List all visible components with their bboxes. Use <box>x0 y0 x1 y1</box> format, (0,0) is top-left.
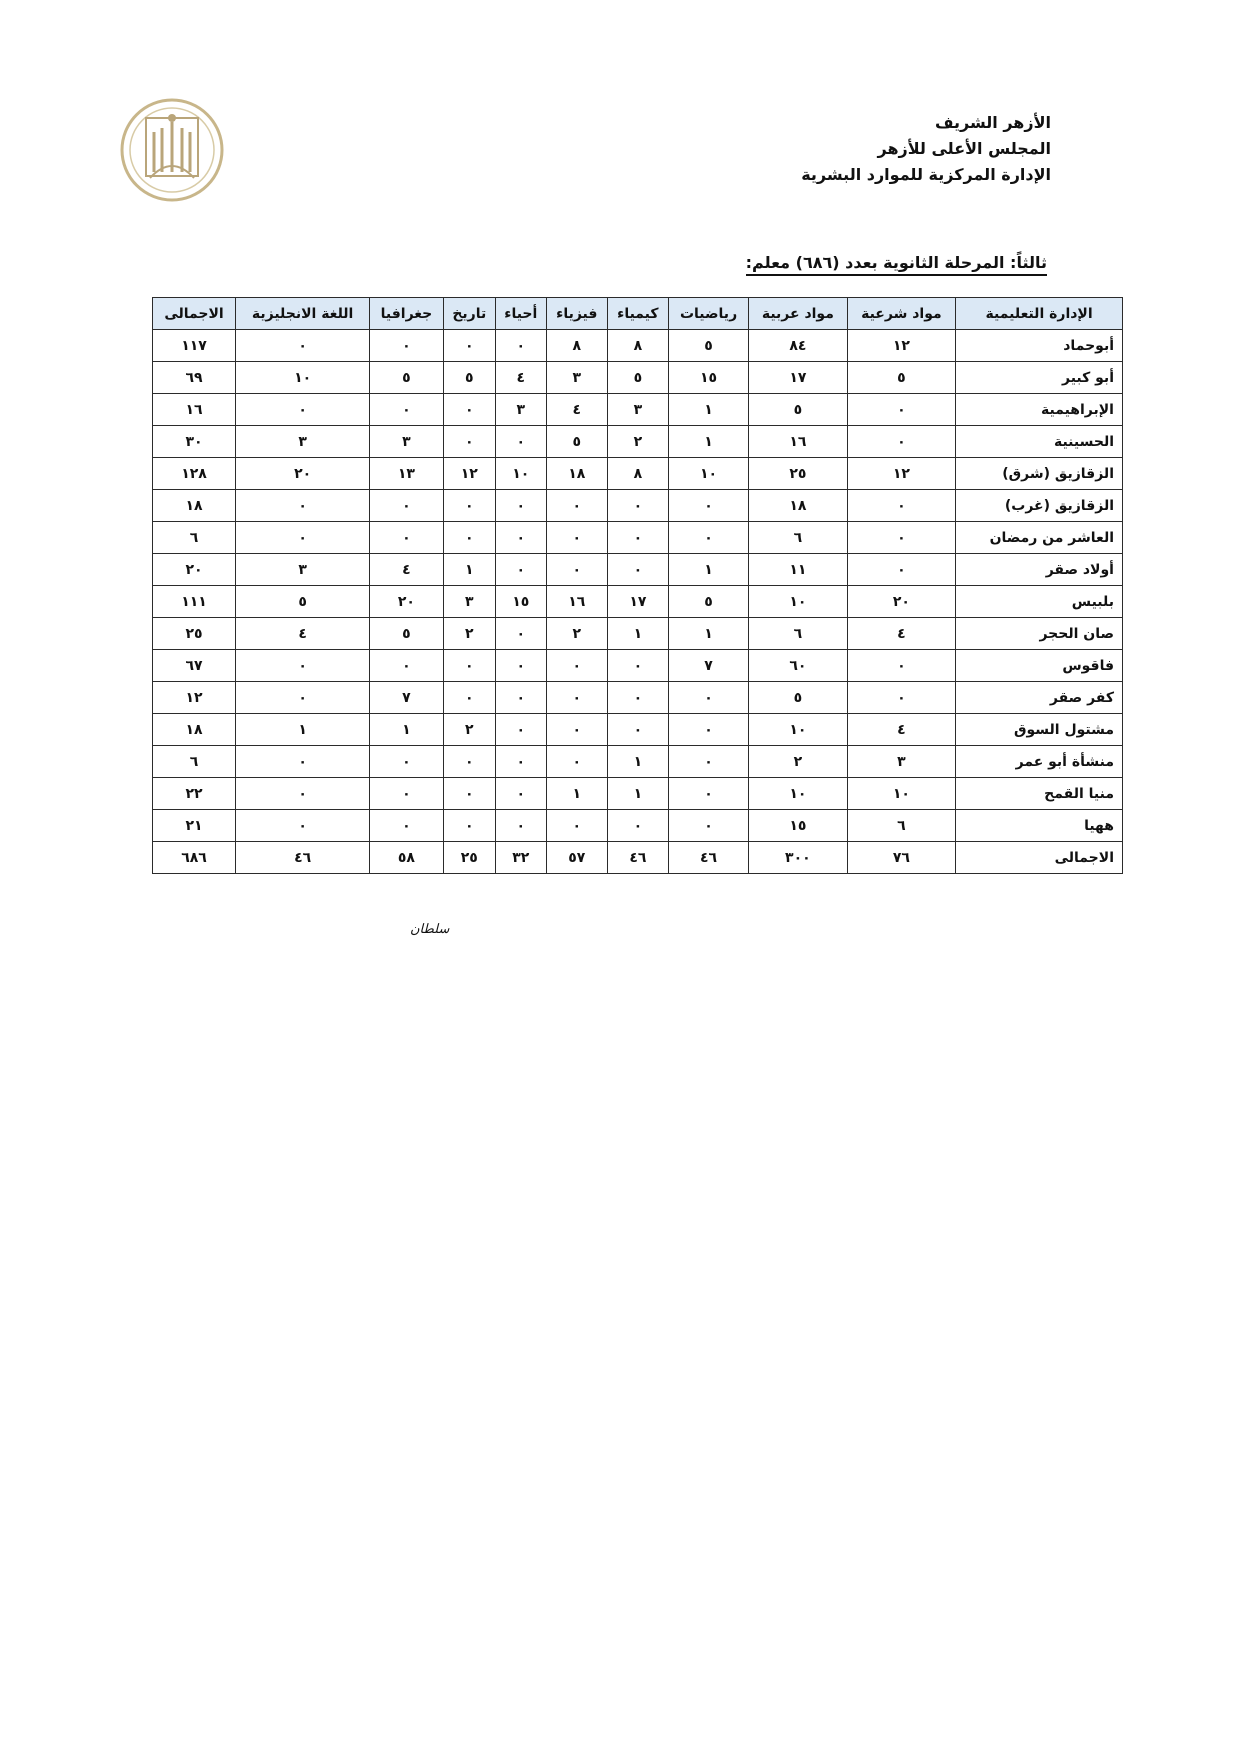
table-cell: ١ <box>546 778 607 810</box>
row-label-cell: منيا القمح <box>956 778 1123 810</box>
column-header: جغرافيا <box>370 298 444 330</box>
total-row <box>153 842 1123 874</box>
row-label-cell: أولاد صقر <box>956 554 1123 586</box>
table-cell: ٦٠ <box>749 650 847 682</box>
total-cell: ٢٥ <box>443 842 495 874</box>
table-cell: ١ <box>236 714 370 746</box>
table-cell: ١٨ <box>153 490 236 522</box>
al-azhar-seal-icon <box>116 88 228 216</box>
header-line-1: الأزهر الشريف <box>934 113 1051 132</box>
table-cell: ١٢ <box>443 458 495 490</box>
column-header: رياضيات <box>668 298 748 330</box>
table-cell: ٥ <box>607 362 668 394</box>
table-cell: ٠ <box>668 810 748 842</box>
table-cell: ٠ <box>607 810 668 842</box>
table-cell: ٠ <box>236 490 370 522</box>
table-cell: ١ <box>443 554 495 586</box>
table-cell: ٠ <box>236 394 370 426</box>
table-cell: ١٠ <box>668 458 748 490</box>
table-row <box>153 458 1123 490</box>
table-cell: ٠ <box>495 810 546 842</box>
table-row <box>153 330 1123 362</box>
table-cell: ٢ <box>749 746 847 778</box>
table-row <box>153 426 1123 458</box>
table-cell: ٠ <box>847 394 956 426</box>
table-cell: ١٥ <box>668 362 748 394</box>
table-cell: ٠ <box>236 682 370 714</box>
row-label-cell: العاشر من رمضان <box>956 522 1123 554</box>
table-cell: ٥ <box>370 618 444 650</box>
row-label-cell: كفر صقر <box>956 682 1123 714</box>
table-cell: ٣ <box>546 362 607 394</box>
table-cell: ٠ <box>370 330 444 362</box>
table-row <box>153 778 1123 810</box>
column-header: كيمياء <box>607 298 668 330</box>
table-cell: ٠ <box>668 714 748 746</box>
table-cell: ١١١ <box>153 586 236 618</box>
table-cell: ٢ <box>443 618 495 650</box>
table-cell: ٠ <box>607 554 668 586</box>
table-cell: ٦٩ <box>153 362 236 394</box>
table-cell: ١٥ <box>495 586 546 618</box>
table-cell: ٠ <box>443 490 495 522</box>
total-cell: ٥٧ <box>546 842 607 874</box>
table-cell: ٣ <box>370 426 444 458</box>
table-cell: ٠ <box>495 618 546 650</box>
row-label-cell: ههيا <box>956 810 1123 842</box>
al-azhar-logo <box>116 88 228 216</box>
table-row <box>153 714 1123 746</box>
table-cell: ٠ <box>495 554 546 586</box>
table-cell: ٠ <box>495 682 546 714</box>
column-header: أحياء <box>495 298 546 330</box>
table-row <box>153 522 1123 554</box>
table-cell: ٠ <box>443 650 495 682</box>
header-line-2: المجلس الأعلى للأزهر <box>877 139 1051 158</box>
table-cell: ٠ <box>668 778 748 810</box>
total-cell: ٤٦ <box>668 842 748 874</box>
table-cell: ٠ <box>495 650 546 682</box>
table-cell: ١٠ <box>847 778 956 810</box>
table-cell: ١ <box>607 778 668 810</box>
total-cell: ٤٦ <box>607 842 668 874</box>
table-cell: ٠ <box>443 778 495 810</box>
table-cell: ٥ <box>546 426 607 458</box>
table-cell: ٠ <box>370 490 444 522</box>
row-label-cell: الزقازيق (شرق) <box>956 458 1123 490</box>
table-cell: ٣ <box>443 586 495 618</box>
table-cell: ٤ <box>546 394 607 426</box>
table-row <box>153 554 1123 586</box>
header-line-3: الإدارة المركزية للموارد البشرية <box>801 165 1051 184</box>
table-cell: ٠ <box>443 394 495 426</box>
table-cell: ٣ <box>236 426 370 458</box>
table-cell: ٠ <box>443 682 495 714</box>
total-cell: ٣٠٠ <box>749 842 847 874</box>
table-cell: ٠ <box>495 490 546 522</box>
table-cell: ٠ <box>443 330 495 362</box>
total-cell: ٥٨ <box>370 842 444 874</box>
table-cell: ٣ <box>607 394 668 426</box>
table-cell: ١٦ <box>546 586 607 618</box>
table-cell: ٢٠ <box>236 458 370 490</box>
table-cell: ١٠ <box>749 778 847 810</box>
signature: سلطان <box>410 922 450 937</box>
table-cell: ١٦ <box>153 394 236 426</box>
table-cell: ٥ <box>749 394 847 426</box>
table-cell: ١ <box>607 746 668 778</box>
table-cell: ١٧ <box>749 362 847 394</box>
table-cell: ١٢ <box>847 458 956 490</box>
teachers-table <box>152 297 1123 874</box>
table-cell: ٠ <box>607 522 668 554</box>
table-cell: ١٢ <box>847 330 956 362</box>
table-cell: ٠ <box>847 490 956 522</box>
table-cell: ٠ <box>546 682 607 714</box>
table-cell: ٠ <box>607 714 668 746</box>
row-label-cell: بلبيس <box>956 586 1123 618</box>
table-cell: ٠ <box>546 490 607 522</box>
table-cell: ٣ <box>847 746 956 778</box>
table-cell: ١١ <box>749 554 847 586</box>
table-cell: ١٣ <box>370 458 444 490</box>
row-label-cell: مشتول السوق <box>956 714 1123 746</box>
table-cell: ١٠ <box>495 458 546 490</box>
table-cell: ١٠ <box>749 586 847 618</box>
table-row <box>153 746 1123 778</box>
table-cell: ٠ <box>236 778 370 810</box>
column-header: الإدارة التعليمية <box>956 298 1123 330</box>
row-label-cell: الحسينية <box>956 426 1123 458</box>
table-cell: ٠ <box>495 746 546 778</box>
table-cell: ٢٥ <box>749 458 847 490</box>
table-cell: ٤ <box>370 554 444 586</box>
table-cell: ٠ <box>236 746 370 778</box>
table-cell: ٠ <box>443 810 495 842</box>
table-cell: ٠ <box>236 650 370 682</box>
table-cell: ٠ <box>668 682 748 714</box>
table-cell: ٤ <box>847 618 956 650</box>
table-cell: ٠ <box>495 778 546 810</box>
table-cell: ٠ <box>607 490 668 522</box>
institution-header <box>801 110 1051 188</box>
table-cell: ٠ <box>236 810 370 842</box>
column-header: مواد شرعية <box>847 298 956 330</box>
row-label-cell: الإبراهيمية <box>956 394 1123 426</box>
table-row <box>153 394 1123 426</box>
table-cell: ٣٠ <box>153 426 236 458</box>
table-cell: ٦ <box>847 810 956 842</box>
table-cell: ٠ <box>495 714 546 746</box>
table-cell: ٥ <box>370 362 444 394</box>
section-title: ثالثاً: المرحلة الثانوية بعدد (٦٨٦) معلم: <box>746 253 1047 276</box>
table-cell: ٢٠ <box>847 586 956 618</box>
table-cell: ٢٠ <box>370 586 444 618</box>
row-label-cell: الزقازيق (غرب) <box>956 490 1123 522</box>
table-row <box>153 650 1123 682</box>
total-label-cell: الاجمالى <box>956 842 1123 874</box>
table-cell: ٠ <box>370 650 444 682</box>
table-cell: ١ <box>668 618 748 650</box>
table-cell: ٠ <box>607 682 668 714</box>
table-cell: ٠ <box>495 522 546 554</box>
table-cell: ٦ <box>153 522 236 554</box>
table-cell: ٠ <box>370 810 444 842</box>
table-cell: ٠ <box>495 330 546 362</box>
total-cell: ٣٢ <box>495 842 546 874</box>
table-cell: ١٨ <box>546 458 607 490</box>
table-cell: ٠ <box>847 682 956 714</box>
table-cell: ١ <box>607 618 668 650</box>
table-cell: ٥ <box>668 330 748 362</box>
table-cell: ٧ <box>370 682 444 714</box>
column-header: تاريخ <box>443 298 495 330</box>
table-cell: ٥ <box>236 586 370 618</box>
table-cell: ٠ <box>443 522 495 554</box>
table-cell: ٠ <box>847 554 956 586</box>
table-cell: ١ <box>668 426 748 458</box>
table-row <box>153 618 1123 650</box>
row-label-cell: صان الحجر <box>956 618 1123 650</box>
table-cell: ٠ <box>370 778 444 810</box>
total-cell: ٤٦ <box>236 842 370 874</box>
table-cell: ٦ <box>153 746 236 778</box>
table-row <box>153 490 1123 522</box>
column-header: الاجمالى <box>153 298 236 330</box>
table-cell: ٣ <box>236 554 370 586</box>
total-cell: ٦٨٦ <box>153 842 236 874</box>
table-cell: ١ <box>668 554 748 586</box>
table-cell: ٨ <box>607 330 668 362</box>
table-cell: ٠ <box>495 426 546 458</box>
column-header: اللغة الانجليزية <box>236 298 370 330</box>
table-cell: ٣ <box>495 394 546 426</box>
table-cell: ٨ <box>546 330 607 362</box>
total-cell: ٧٦ <box>847 842 956 874</box>
table-cell: ٠ <box>370 394 444 426</box>
table-cell: ٤ <box>495 362 546 394</box>
table-cell: ٧ <box>668 650 748 682</box>
table-cell: ١٨ <box>153 714 236 746</box>
table-cell: ١ <box>370 714 444 746</box>
table-cell: ٠ <box>546 522 607 554</box>
table-cell: ٠ <box>546 714 607 746</box>
table-cell: ١ <box>668 394 748 426</box>
table-cell: ٥ <box>749 682 847 714</box>
row-label-cell: أبوحماد <box>956 330 1123 362</box>
table-cell: ٠ <box>443 746 495 778</box>
table-cell: ٦ <box>749 522 847 554</box>
table-cell: ٤ <box>236 618 370 650</box>
table-cell: ٢٥ <box>153 618 236 650</box>
table-cell: ٨٤ <box>749 330 847 362</box>
table-cell: ٨ <box>607 458 668 490</box>
table-cell: ٠ <box>668 746 748 778</box>
table-cell: ١٨ <box>749 490 847 522</box>
table-cell: ٠ <box>847 426 956 458</box>
table-row <box>153 586 1123 618</box>
table-cell: ١٠ <box>236 362 370 394</box>
table-cell: ١٢٨ <box>153 458 236 490</box>
table-cell: ٠ <box>546 650 607 682</box>
table-cell: ٢ <box>443 714 495 746</box>
row-label-cell: منشأة أبو عمر <box>956 746 1123 778</box>
table-cell: ٠ <box>546 810 607 842</box>
table-cell: ١٢ <box>153 682 236 714</box>
table-cell: ٠ <box>370 746 444 778</box>
table-row <box>153 362 1123 394</box>
table-cell: ٢٠ <box>153 554 236 586</box>
table-header-row <box>153 298 1123 330</box>
table-cell: ١٥ <box>749 810 847 842</box>
table-cell: ٠ <box>847 522 956 554</box>
table-cell: ١٦ <box>749 426 847 458</box>
table-cell: ٠ <box>546 746 607 778</box>
table-cell: ٠ <box>668 490 748 522</box>
table-cell: ٢٢ <box>153 778 236 810</box>
column-header: فيزياء <box>546 298 607 330</box>
table-cell: ٠ <box>847 650 956 682</box>
table-cell: ١٧ <box>607 586 668 618</box>
table-cell: ٠ <box>236 522 370 554</box>
table-row <box>153 810 1123 842</box>
table-cell: ٥ <box>847 362 956 394</box>
table-cell: ٤ <box>847 714 956 746</box>
table-cell: ٠ <box>236 330 370 362</box>
row-label-cell: فاقوس <box>956 650 1123 682</box>
table-cell: ١٠ <box>749 714 847 746</box>
table-cell: ٠ <box>668 522 748 554</box>
table-cell: ٠ <box>370 522 444 554</box>
table-cell: ٢١ <box>153 810 236 842</box>
table-cell: ٢ <box>607 426 668 458</box>
table-cell: ٥ <box>443 362 495 394</box>
table-row <box>153 682 1123 714</box>
table-cell: ٥ <box>668 586 748 618</box>
table-cell: ٠ <box>607 650 668 682</box>
row-label-cell: أبو كبير <box>956 362 1123 394</box>
table-cell: ٢ <box>546 618 607 650</box>
table-cell: ٠ <box>546 554 607 586</box>
table-cell: ٦ <box>749 618 847 650</box>
table-cell: ٠ <box>443 426 495 458</box>
table-cell: ١١٧ <box>153 330 236 362</box>
table-cell: ٦٧ <box>153 650 236 682</box>
column-header: مواد عربية <box>749 298 847 330</box>
